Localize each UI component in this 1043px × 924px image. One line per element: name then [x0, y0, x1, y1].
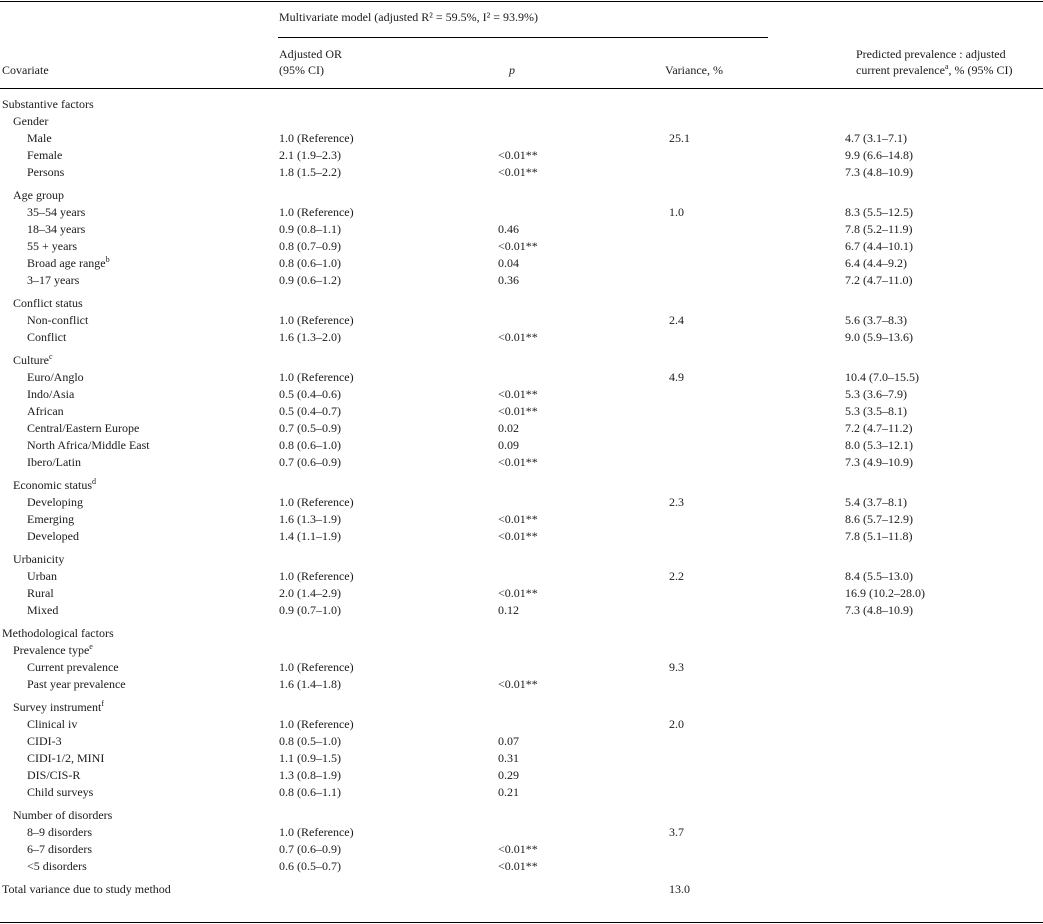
adjusted-or-cell: 1.0 (Reference): [279, 569, 354, 583]
covariate-cell: Prevalence type$^e$: [13, 642, 93, 657]
table-row: [0, 602, 1043, 619]
table-row: [0, 676, 1043, 693]
table-row: [0, 130, 1043, 147]
table-row: [0, 881, 1043, 898]
covariate-cell: African: [27, 404, 64, 418]
predicted-prevalence-cell: 10.4 (7.0–15.5): [845, 370, 919, 384]
covariate-cell: Current prevalence: [27, 660, 119, 674]
variance-cell: 2.4: [669, 313, 684, 327]
predicted-prevalence-cell: 9.9 (6.6–14.8): [845, 148, 913, 162]
model-subrule: [278, 37, 768, 38]
bottom-rule: [0, 922, 1043, 923]
covariate-cell: CIDI-1/2, MINI: [27, 751, 105, 765]
p-header: p: [509, 63, 515, 77]
adjusted-or-cell: 0.6 (0.5–0.7): [279, 859, 341, 873]
p-value-cell: <0.01**: [498, 165, 538, 179]
predicted-prevalence-cell: 7.3 (4.8–10.9): [845, 603, 913, 617]
p-value-cell: 0.09: [498, 438, 519, 452]
table-row: [0, 113, 1043, 130]
predicted-prevalence-cell: 5.3 (3.5–8.1): [845, 404, 907, 418]
covariate-cell: Substantive factors: [2, 97, 94, 111]
covariate-cell: Developed: [27, 529, 79, 543]
predicted-prevalence-cell: 8.6 (5.7–12.9): [845, 512, 913, 526]
table-row: [0, 494, 1043, 511]
table-row: [0, 659, 1043, 676]
p-value-cell: <0.01**: [498, 529, 538, 543]
adjusted-or-cell: 2.1 (1.9–2.3): [279, 148, 341, 162]
covariate-cell: Developing: [27, 495, 83, 509]
variance-cell: 2.0: [669, 717, 684, 731]
table-row: [0, 204, 1043, 221]
variance-cell: 9.3: [669, 660, 684, 674]
covariate-cell: Urban: [27, 569, 57, 583]
covariate-cell: Ibero/Latin: [27, 455, 81, 469]
table-row: [0, 699, 1043, 716]
adjusted-or-cell: 0.7 (0.6–0.9): [279, 455, 341, 469]
adjusted-or-cell: 0.8 (0.6–1.1): [279, 785, 341, 799]
adjusted-or-cell: 1.6 (1.3–1.9): [279, 512, 341, 526]
table-row: [0, 733, 1043, 750]
table-body: [0, 96, 1043, 898]
predicted-prevalence-cell: 9.0 (5.9–13.6): [845, 330, 913, 344]
variance-cell: 13.0: [669, 882, 690, 896]
table-row: [0, 528, 1043, 545]
table-row: [0, 642, 1043, 659]
covariate-cell: Persons: [27, 165, 65, 179]
variance-header: Variance, %: [665, 63, 723, 77]
adjusted-or-cell: 0.8 (0.6–1.0): [279, 438, 341, 452]
table-row: [0, 369, 1043, 386]
table-row: [0, 858, 1043, 875]
covariate-cell: Male: [27, 131, 52, 145]
adjusted-or-cell: 0.8 (0.6–1.0): [279, 256, 341, 270]
table-row: [0, 841, 1043, 858]
predicted-prevalence-cell: 5.4 (3.7–8.1): [845, 495, 907, 509]
covariate-cell: Total variance due to study method: [2, 882, 171, 896]
table-row: [0, 420, 1043, 437]
table-row: [0, 437, 1043, 454]
table-row: [0, 295, 1043, 312]
table-row: [0, 551, 1043, 568]
table-row: [0, 96, 1043, 113]
p-value-cell: <0.01**: [498, 586, 538, 600]
adjusted-or-cell: 0.7 (0.6–0.9): [279, 842, 341, 856]
adjusted-or-cell: 2.0 (1.4–2.9): [279, 586, 341, 600]
table-row: [0, 164, 1043, 181]
covariate-cell: 6–7 disorders: [27, 842, 92, 856]
adjusted-or-cell: 0.5 (0.4–0.7): [279, 404, 341, 418]
top-rule: [0, 1, 1043, 2]
covariate-cell: 18–34 years: [27, 222, 86, 236]
variance-cell: 3.7: [669, 825, 684, 839]
adjusted-or-cell: 1.4 (1.1–1.9): [279, 529, 341, 543]
adjusted-or-cell: 1.0 (Reference): [279, 131, 354, 145]
covariate-cell: North Africa/Middle East: [27, 438, 150, 452]
table-row: [0, 767, 1043, 784]
covariate-cell: Conflict status: [13, 296, 83, 310]
table-row: [0, 784, 1043, 801]
p-value-cell: <0.01**: [498, 387, 538, 401]
covariate-cell: Rural: [27, 586, 54, 600]
p-value-cell: 0.21: [498, 785, 519, 799]
predicted-prevalence-cell: 7.2 (4.7–11.0): [845, 273, 913, 287]
table-row: [0, 750, 1043, 767]
adjusted-or-cell: 1.0 (Reference): [279, 717, 354, 731]
p-value-cell: <0.01**: [498, 512, 538, 526]
p-value-cell: 0.02: [498, 421, 519, 435]
adjusted-or-cell: 1.0 (Reference): [279, 495, 354, 509]
p-value-cell: 0.29: [498, 768, 519, 782]
p-value-cell: <0.01**: [498, 239, 538, 253]
p-value-cell: <0.01**: [498, 148, 538, 162]
variance-cell: 4.9: [669, 370, 684, 384]
table-row: [0, 352, 1043, 369]
adjusted-or-cell: 1.0 (Reference): [279, 205, 354, 219]
adjusted-or-cell: 0.8 (0.7–0.9): [279, 239, 341, 253]
predicted-prevalence-cell: 7.8 (5.1–11.8): [845, 529, 913, 543]
covariate-cell: Indo/Asia: [27, 387, 75, 401]
covariate-cell: 35–54 years: [27, 205, 86, 219]
adjusted-or-cell: 0.8 (0.5–1.0): [279, 734, 341, 748]
covariate-cell: Urbanicity: [13, 552, 65, 566]
covariate-cell: Economic status$^d$: [13, 477, 96, 492]
model-title: Multivariate model (adjusted R² = 59.5%, I² = 93.9%): [279, 10, 539, 24]
covariate-cell: Female: [27, 148, 63, 162]
adjusted-or-header: Adjusted OR (95% CI): [279, 47, 342, 77]
p-value-cell: 0.12: [498, 603, 519, 617]
table-row: [0, 272, 1043, 289]
table-row: [0, 187, 1043, 204]
predicted-prevalence-cell: 6.7 (4.4–10.1): [845, 239, 913, 253]
table-row: [0, 238, 1043, 255]
table-row: [0, 585, 1043, 602]
covariate-cell: Child surveys: [27, 785, 94, 799]
covariate-cell: 55 + years: [27, 239, 78, 253]
predicted-prevalence-cell: 5.3 (3.6–7.9): [845, 387, 907, 401]
covariate-cell: Broad age range$^b$: [27, 255, 110, 270]
adjusted-or-cell: 0.5 (0.4–0.6): [279, 387, 341, 401]
table-row: [0, 312, 1043, 329]
p-value-cell: <0.01**: [498, 859, 538, 873]
p-value-cell: 0.31: [498, 751, 519, 765]
covariate-cell: Emerging: [27, 512, 75, 526]
p-value-cell: <0.01**: [498, 677, 538, 691]
predicted-prevalence-cell: 7.2 (4.7–11.2): [845, 421, 913, 435]
variance-cell: 2.3: [669, 495, 684, 509]
variance-cell: 1.0: [669, 205, 684, 219]
predicted-prevalence-cell: 16.9 (10.2–28.0): [845, 586, 925, 600]
covariate-cell: Mixed: [27, 603, 59, 617]
p-value-cell: 0.36: [498, 273, 519, 287]
table-row: [0, 807, 1043, 824]
covariate-cell: Euro/Anglo: [27, 370, 84, 384]
adjusted-or-cell: 0.9 (0.7–1.0): [279, 603, 341, 617]
table-row: [0, 329, 1043, 346]
adjusted-or-cell: 1.6 (1.4–1.8): [279, 677, 341, 691]
predicted-prevalence-cell: 8.4 (5.5–13.0): [845, 569, 913, 583]
table-row: [0, 716, 1043, 733]
covariate-cell: Culture$^c$: [13, 352, 53, 367]
p-value-cell: <0.01**: [498, 455, 538, 469]
predicted-prevalence-cell: 6.4 (4.4–9.2): [845, 256, 907, 270]
covariate-cell: Clinical iv: [27, 717, 78, 731]
variance-cell: 25.1: [669, 131, 690, 145]
table-row: [0, 221, 1043, 238]
covariate-header: Covariate: [2, 63, 49, 77]
table-row: [0, 403, 1043, 420]
header-rule: [0, 88, 1043, 89]
variance-cell: 2.2: [669, 569, 684, 583]
covariate-cell: Number of disorders: [13, 808, 113, 822]
adjusted-or-cell: 1.0 (Reference): [279, 313, 354, 327]
p-value-cell: <0.01**: [498, 842, 538, 856]
predicted-prevalence-cell: 8.3 (5.5–12.5): [845, 205, 913, 219]
table-row: [0, 511, 1043, 528]
predicted-prevalence-cell: 5.6 (3.7–8.3): [845, 313, 907, 327]
table-row: [0, 147, 1043, 164]
table-row: [0, 477, 1043, 494]
p-value-cell: <0.01**: [498, 330, 538, 344]
adjusted-or-cell: 1.6 (1.3–2.0): [279, 330, 341, 344]
table-row: [0, 386, 1043, 403]
covariate-cell: Non-conflict: [27, 313, 89, 327]
covariate-cell: Central/Eastern Europe: [27, 421, 140, 435]
adjusted-or-cell: 1.1 (0.9–1.5): [279, 751, 341, 765]
covariate-cell: 8–9 disorders: [27, 825, 92, 839]
covariate-cell: Survey instrument$^f$: [13, 699, 104, 714]
p-value-cell: 0.04: [498, 256, 519, 270]
covariate-cell: <5 disorders: [27, 859, 87, 873]
predicted-header: Predicted prevalence : adjusted current prevalence$^a$, % (95% CI): [856, 47, 1013, 77]
adjusted-or-cell: 1.3 (0.8–1.9): [279, 768, 341, 782]
adjusted-or-cell: 1.0 (Reference): [279, 660, 354, 674]
adjusted-or-cell: 1.0 (Reference): [279, 370, 354, 384]
covariate-cell: Conflict: [27, 330, 67, 344]
predicted-prevalence-cell: 8.0 (5.3–12.1): [845, 438, 913, 452]
predicted-prevalence-cell: 7.3 (4.8–10.9): [845, 165, 913, 179]
covariate-cell: Methodological factors: [2, 626, 114, 640]
covariate-cell: Past year prevalence: [27, 677, 126, 691]
covariate-cell: DIS/CIS-R: [27, 768, 81, 782]
covariate-cell: 3–17 years: [27, 273, 80, 287]
table-row: [0, 568, 1043, 585]
p-value-cell: 0.46: [498, 222, 519, 236]
table-row: [0, 824, 1043, 841]
predicted-prevalence-cell: 7.3 (4.9–10.9): [845, 455, 913, 469]
predicted-prevalence-cell: 7.8 (5.2–11.9): [845, 222, 913, 236]
covariate-cell: CIDI-3: [27, 734, 62, 748]
table-row: [0, 454, 1043, 471]
table-row: [0, 625, 1043, 642]
covariate-cell: Age group: [13, 188, 64, 202]
adjusted-or-cell: 0.9 (0.8–1.1): [279, 222, 341, 236]
table-row: [0, 255, 1043, 272]
predicted-prevalence-cell: 4.7 (3.1–7.1): [845, 131, 907, 145]
p-value-cell: <0.01**: [498, 404, 538, 418]
adjusted-or-cell: 1.0 (Reference): [279, 825, 354, 839]
adjusted-or-cell: 0.7 (0.5–0.9): [279, 421, 341, 435]
p-value-cell: 0.07: [498, 734, 519, 748]
adjusted-or-cell: 0.9 (0.6–1.2): [279, 273, 341, 287]
covariate-cell: Gender: [13, 114, 49, 128]
adjusted-or-cell: 1.8 (1.5–2.2): [279, 165, 341, 179]
